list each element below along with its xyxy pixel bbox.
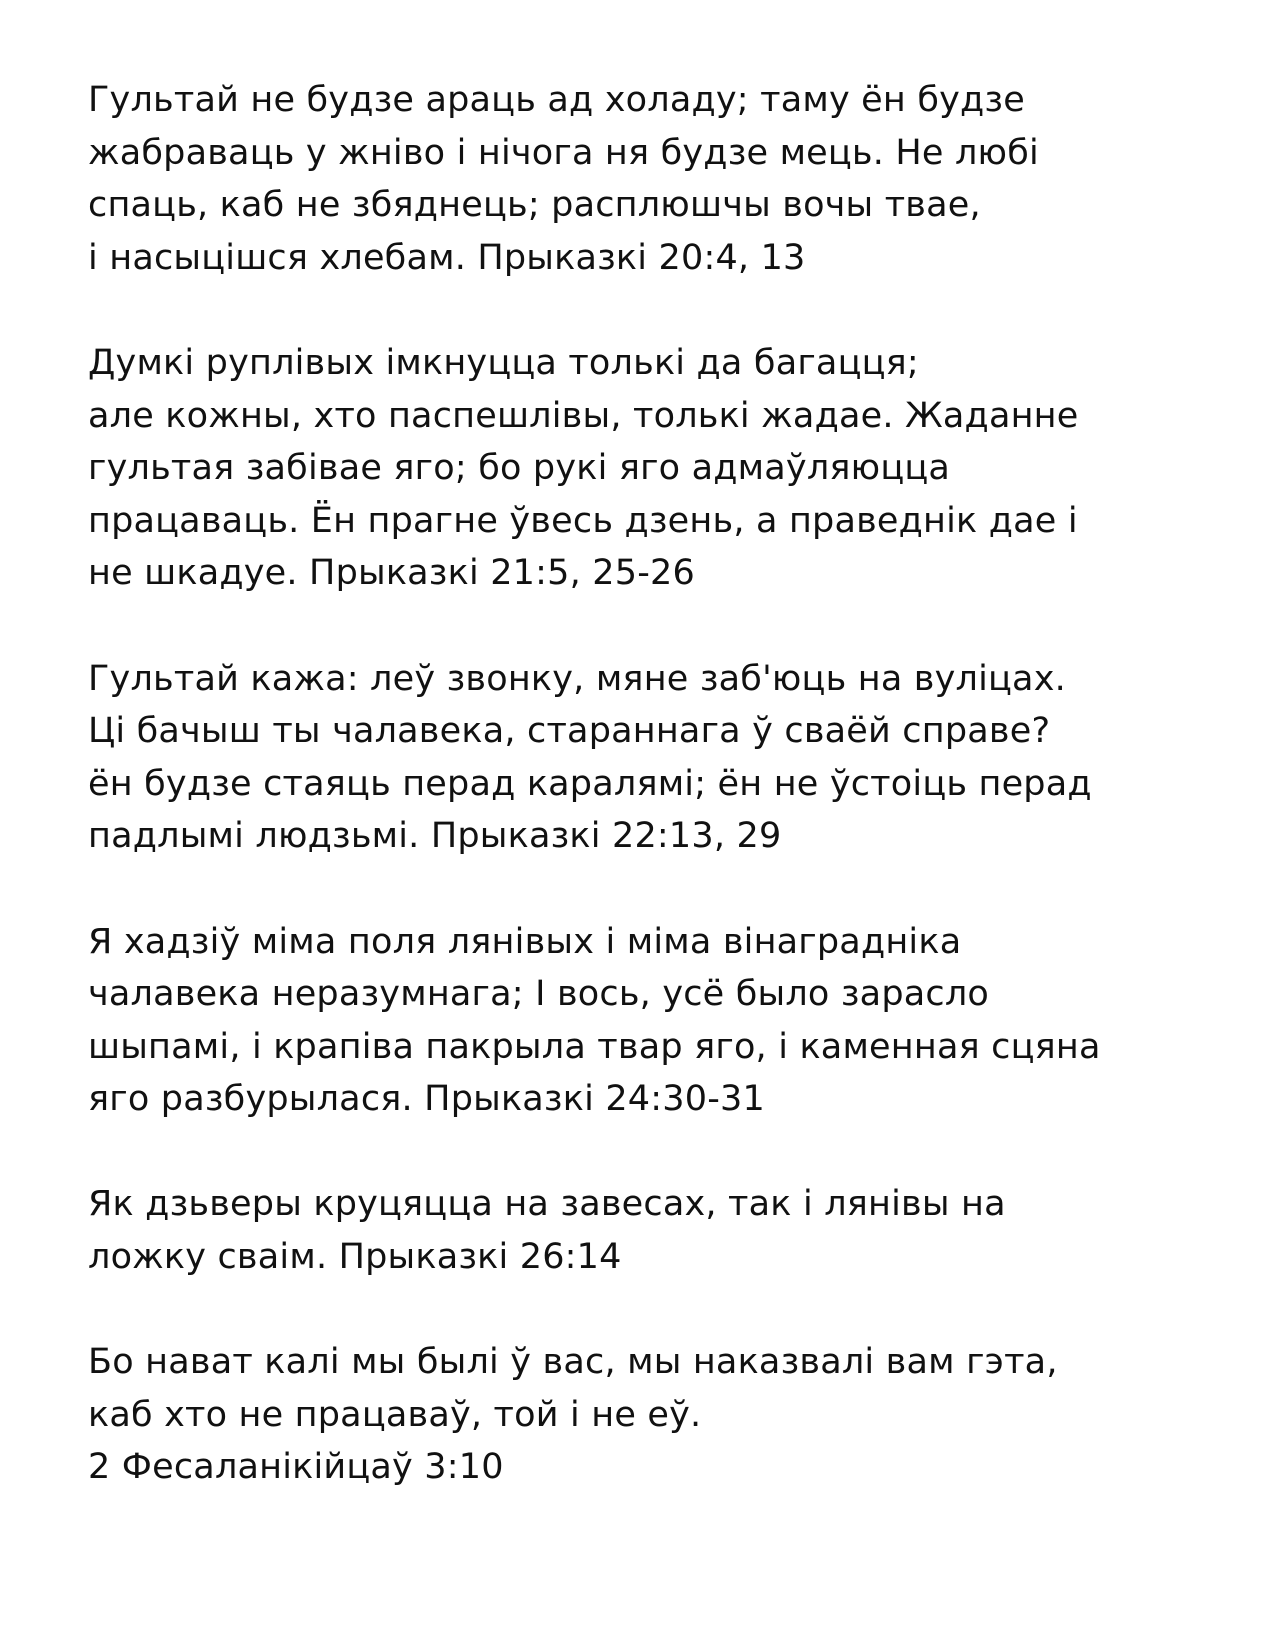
text-line: чалавека неразумнага; І вось, усё было зарасло	[88, 974, 990, 1015]
paragraph-proverbs-21	[88, 337, 1208, 600]
document-page	[88, 74, 1208, 1494]
text-line: шыпамі, і крапіва пакрыла твар яго, і каменная сцяна	[88, 1026, 1101, 1067]
text-line: ён будзе стаяць перад каралямі; ён не ўстоіць перад	[88, 763, 1092, 804]
text-line: яго разбурылася. Прыказкі 24:30-31	[88, 1079, 765, 1120]
paragraph-proverbs-24	[88, 916, 1208, 1126]
text-line: не шкадуе. Прыказкі 21:5, 25-26	[88, 553, 695, 594]
text-line: Гультай кажа: леў звонку, мяне заб'юць на вуліцах.	[88, 658, 1066, 699]
text-line: Ці бачыш ты чалавека, стараннага ў сваёй справе?	[88, 711, 1051, 752]
text-line: і насыцішся хлебам. Прыказкі 20:4, 13	[88, 237, 806, 278]
text-line: Я хадзіў міма поля лянівых і міма вінаградніка	[88, 921, 962, 962]
paragraph-thessalonians	[88, 1336, 1208, 1494]
paragraph-proverbs-20	[88, 74, 1208, 284]
text-line: Як дзьверы круцяцца на завесах, так і лянівы на	[88, 1184, 1006, 1225]
text-line: каб хто не працаваў, той і не еў.	[88, 1394, 702, 1435]
text-line: Гультай не будзе араць ад холаду; таму ён будзе	[88, 80, 1025, 120]
text-line: спаць, каб не збяднець; расплюшчы вочы твае,	[88, 185, 981, 226]
text-line: гультая забівае яго; бо рукі яго адмаўляюцца	[88, 448, 951, 489]
text-line: падлымі людзьмі. Прыказкі 22:13, 29	[88, 816, 782, 857]
text-line: працаваць. Ён прагне ўвесь дзень, а праведнік дае і	[88, 500, 1078, 541]
text-line: але кожны, хто паспешлівы, толькі жадае. Жаданне	[88, 395, 1079, 436]
paragraph-proverbs-26	[88, 1178, 1208, 1283]
text-line: жабраваць у жніво і нічога ня будзе мець. Не любі	[88, 132, 1039, 173]
text-line: ложку сваім. Прыказкі 26:14	[88, 1237, 622, 1278]
text-line: Бо нават калі мы былі ў вас, мы наказвалі вам гэта,	[88, 1342, 1058, 1383]
text-line: 2 Фесаланікійцаў 3:10	[88, 1447, 504, 1488]
text-line: Думкі руплівых імкнуцца толькі да багацця;	[88, 342, 919, 383]
paragraph-proverbs-22	[88, 653, 1208, 863]
